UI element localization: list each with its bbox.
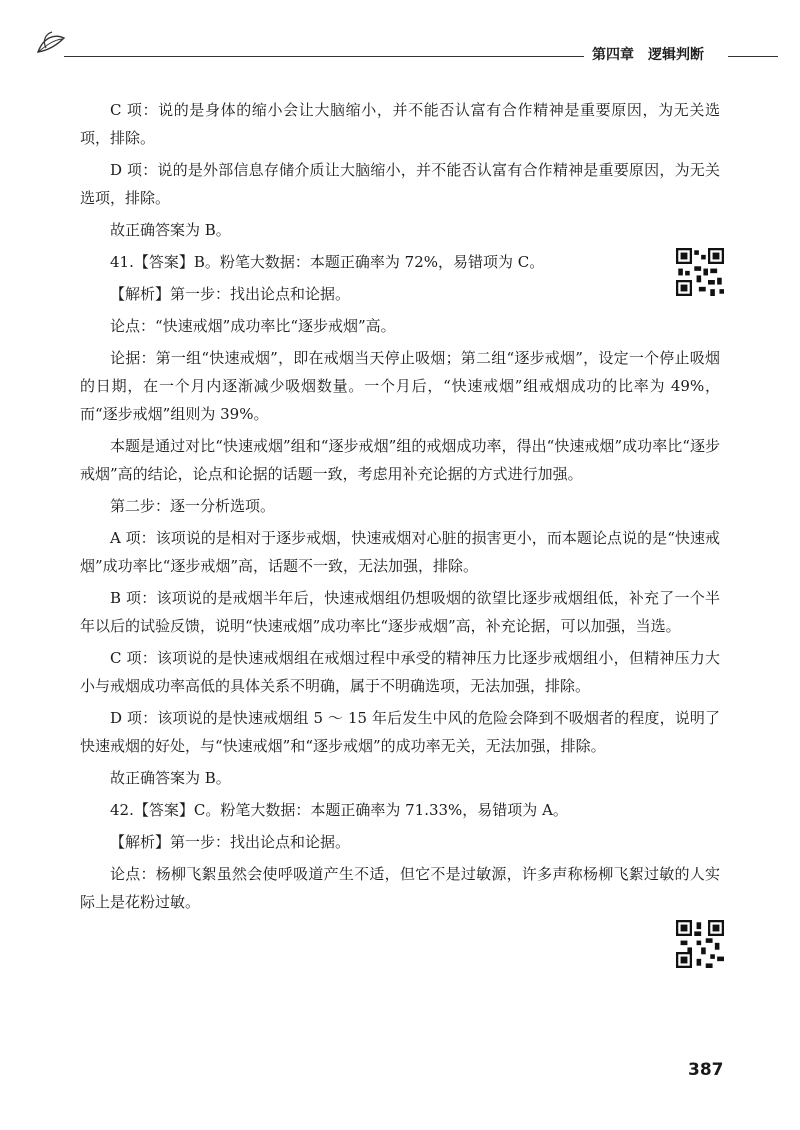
paragraph: C 项：该项说的是快速戒烟组在戒烟过程中承受的精神压力比逐步戒烟组小，但精神压力大小与戒烟成功率高低的具体关系不明确，属于不明确选项，无法加强，排除。 [80,649,720,695]
page-body [80,96,720,916]
chapter-title [592,44,718,64]
answer-42: 42.【答案】C。粉笔大数据：本题正确率为 71.33%，易错项为 A。 [110,801,568,819]
header-rule-left [64,56,584,57]
paragraph: D 项：该项说的是快速戒烟组 5 ～ 15 年后发生中风的危险会降到不吸烟者的程度，说明了快速戒烟的好处，与“快速戒烟”和“逐步戒烟”的成功率无关，无法加强，排除。 [80,709,720,755]
paragraph: A 项：该项说的是相对于逐步戒烟，快速戒烟对心脏的损害更小，而本题论点说的是“快速戒烟”成功率比“逐步戒烟”高，话题不一致，无法加强，排除。 [80,529,720,575]
leaf-icon [34,30,70,56]
paragraph: B 项：该项说的是戒烟半年后，快速戒烟组仍想吸烟的欲望比逐步戒烟组低，补充了一个半年以后的试验反馈，说明“快速戒烟”成功率比“逐步戒烟”高，补充论据，可以加强，当选。 [80,589,720,635]
answer-41: 41.【答案】B。粉笔大数据：本题正确率为 72%，易错项为 C。 [110,253,545,271]
section-label: 逻辑判断 [648,47,704,63]
paragraph: 论据：第一组“快速戒烟”，即在戒烟当天停止吸烟；第二组“逐步戒烟”，设定一个停止吸烟的日期，在一个月内逐渐减少吸烟数量。一个月后，“快速戒烟”组戒烟成功的比率为 49%，而“逐步戒烟”组则为 39%。 [80,349,720,423]
qr-code-icon[interactable] [676,248,724,296]
page-number: 387 [688,1060,724,1080]
analysis-41-step1: 【解析】第一步：找出论点和论据。 [110,285,351,303]
paragraph: D 项：说的是外部信息存储介质让大脑缩小，并不能否认富有合作精神是重要原因，为无关选项，排除。 [80,161,720,207]
paragraph: C 项：说的是身体的缩小会让大脑缩小，并不能否认富有合作精神是重要原因，为无关选项，排除。 [80,101,720,147]
paragraph: 第二步：逐一分析选项。 [110,497,276,515]
paragraph: 论点：“快速戒烟”成功率比“逐步戒烟”高。 [110,317,396,335]
paragraph: 论点：杨柳飞絮虽然会使呼吸道产生不适，但它不是过敏源，许多声称杨柳飞絮过敏的人实际上是花粉过敏。 [80,865,720,911]
paragraph: 本题是通过对比“快速戒烟”组和“逐步戒烟”组的戒烟成功率，得出“快速戒烟”成功率比“逐步戒烟”高的结论，论点和论据的话题一致，考虑用补充论据的方式进行加强。 [80,437,720,483]
page-header [0,0,800,70]
paragraph: 故正确答案为 B。 [110,769,231,787]
header-rule-right [728,56,778,57]
chapter-label: 第四章 [592,47,634,63]
analysis-42-step1: 【解析】第一步：找出论点和论据。 [110,833,351,851]
qr-code-icon[interactable] [676,920,724,968]
paragraph: 故正确答案为 B。 [110,221,231,239]
